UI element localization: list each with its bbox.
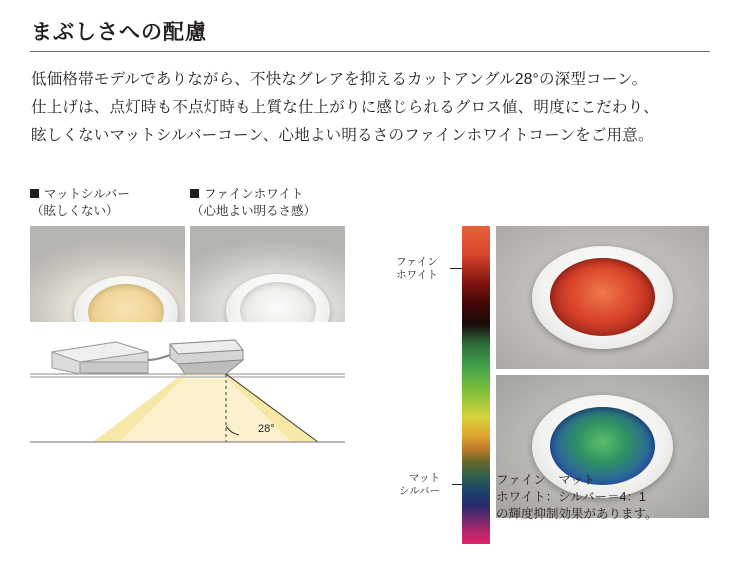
luminance-note-line2: ホワイト：シルバー＝4：1	[496, 490, 646, 504]
spectrum-tick-top	[450, 268, 462, 269]
beam-section-diagram	[30, 330, 345, 445]
caption-matt-silver-line2: （眩しくない）	[31, 204, 119, 218]
spectrum-label-fine-white-line2: ホワイト	[396, 269, 438, 281]
spectrum-label-matt-silver-line2: シルバー	[399, 485, 441, 497]
bullet-square-icon	[190, 189, 199, 198]
spectrum-label-matt-silver-line1: マット	[408, 472, 441, 484]
page-title: まぶしさへの配慮	[31, 21, 207, 44]
lead-line-3: 眩しくないマットシルバーコーン、心地よい明るさのファインホワイトコーンをご用意。	[31, 127, 654, 144]
lead-line-1: 低価格帯モデルでありながら、不快なグレアを抑えるカットアングル28°の深型コーン。	[31, 71, 648, 88]
caption-fine-white-line2: （心地よい明るさ感）	[191, 204, 317, 218]
falsecolor-photo-fine-white	[496, 226, 709, 369]
cut-angle-label: 28°	[258, 423, 275, 435]
lead-paragraph	[31, 66, 717, 150]
luminance-note	[496, 472, 658, 523]
lead-line-2: 仕上げは、点灯時も不点灯時も上質な仕上がりに感じられるグロス値、明度にこだわり、	[31, 99, 660, 116]
caption-fine-white-line1: ファインホワイト	[204, 187, 304, 201]
luminance-note-line3: の輝度抑制効果があります。	[496, 507, 658, 521]
falsecolor-cone-core	[550, 258, 655, 336]
luminance-spectrum-bar	[462, 226, 490, 544]
title-divider	[30, 51, 710, 52]
spectrum-label-matt-silver	[399, 472, 440, 498]
caption-fine-white	[190, 186, 316, 220]
spectrum-label-fine-white-line1: ファイン	[396, 256, 438, 268]
bullet-square-icon	[30, 189, 39, 198]
spectrum-label-fine-white	[396, 256, 438, 282]
caption-matt-silver	[30, 186, 130, 220]
photo-matt-silver	[30, 226, 185, 322]
photo-fine-white	[190, 226, 345, 322]
luminance-note-line1: ファイン マット	[496, 473, 596, 487]
caption-matt-silver-line1: マットシルバー	[44, 187, 130, 201]
spectrum-tick-bottom	[452, 484, 462, 485]
